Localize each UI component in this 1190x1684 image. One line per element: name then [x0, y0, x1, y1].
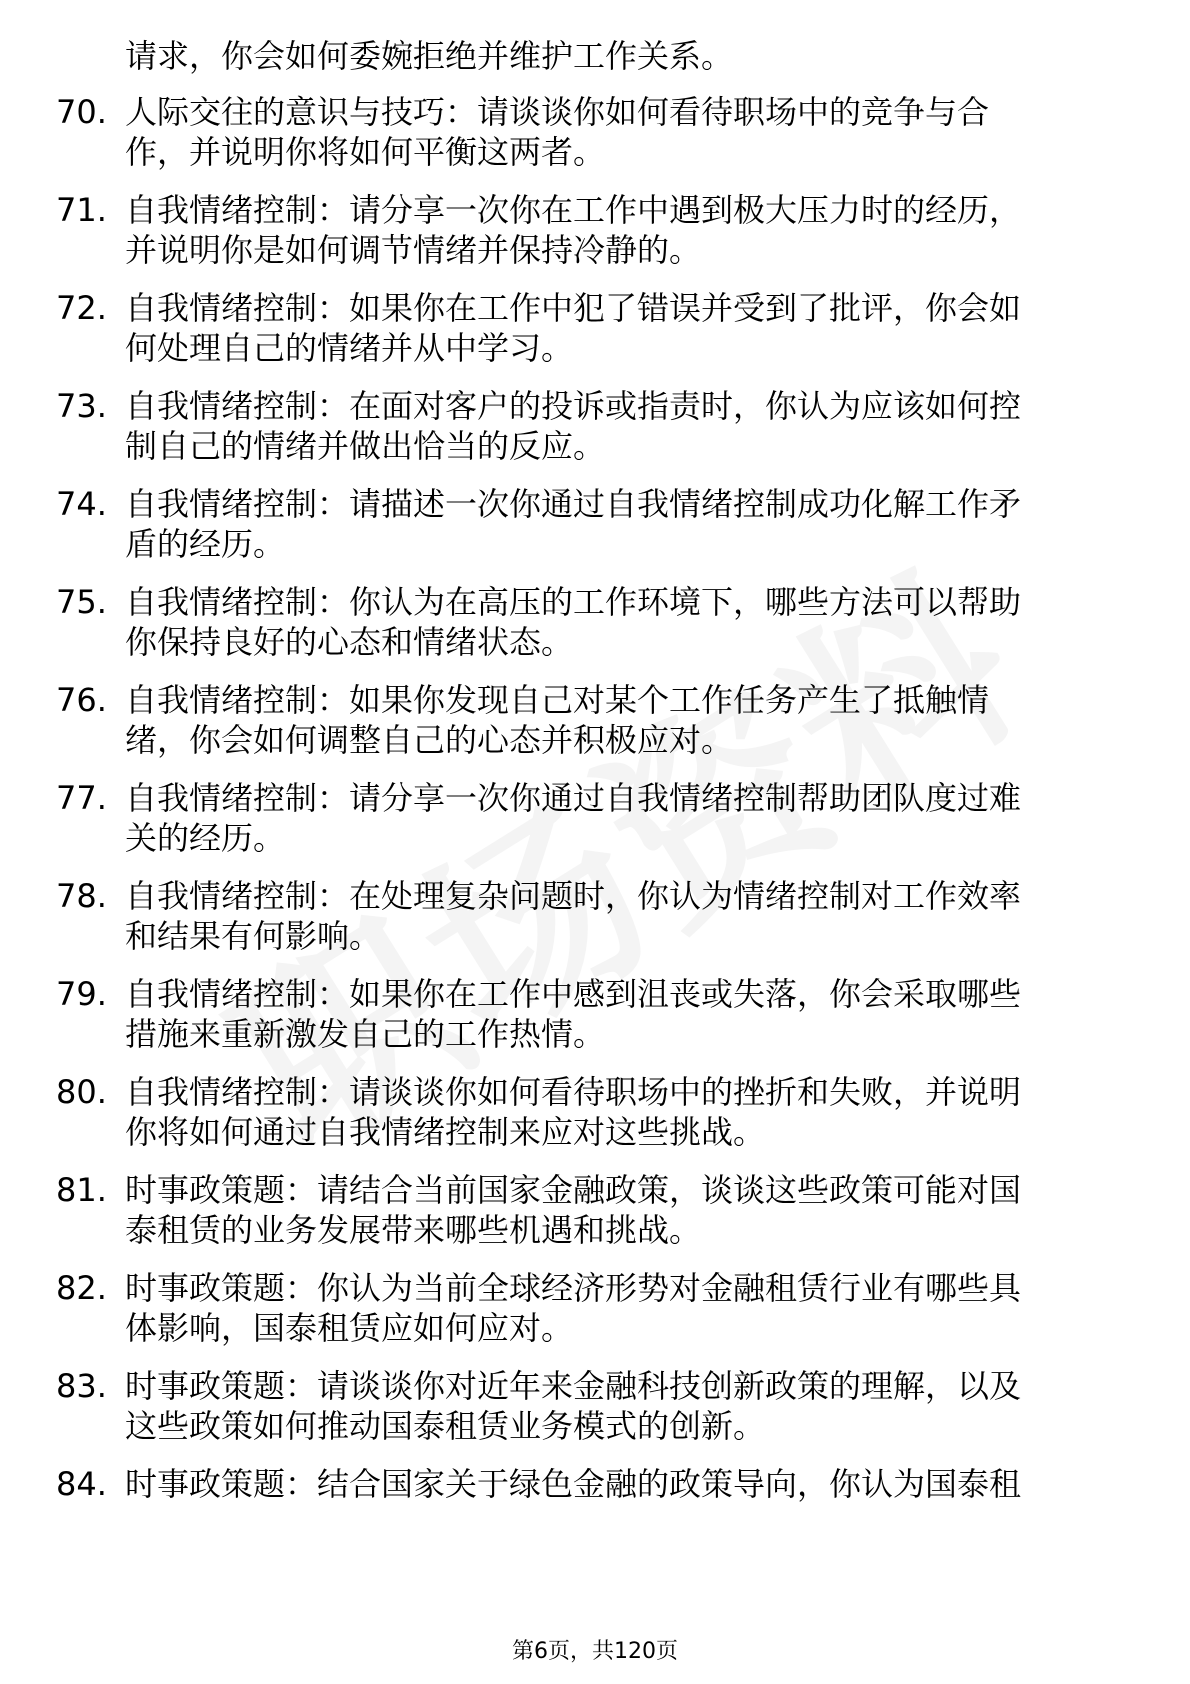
question-number: 76.: [56, 681, 107, 719]
question-text: 自我情绪控制：在面对客户的投诉或指责时，你认为应该如何控 制自己的情绪并做出恰当的反应。: [125, 387, 1022, 465]
question-text: 时事政策题：请谈谈你对近年来金融科技创新政策的理解，以及 这些政策如何推动国泰租赁业务模式的创新。: [125, 1367, 1022, 1445]
question-number: 77.: [56, 779, 107, 817]
question-item: [0, 92, 1190, 172]
question-text: 自我情绪控制：在处理复杂问题时，你认为情绪控制对工作效率 和结果有何影响。: [125, 877, 1022, 955]
question-number: 82.: [56, 1269, 107, 1307]
question-text: 自我情绪控制：如果你发现自己对某个工作任务产生了抵触情 绪，你会如何调整自己的心态并积极应对。: [125, 681, 990, 759]
question-text: 时事政策题：你认为当前全球经济形势对金融租赁行业有哪些具 体影响，国泰租赁应如何应对。: [125, 1269, 1022, 1347]
question-item: [0, 1170, 1190, 1250]
question-number: 74.: [56, 485, 107, 523]
question-item: [0, 1366, 1190, 1446]
question-text: 人际交往的意识与技巧：请谈谈你如何看待职场中的竞争与合 作，并说明你将如何平衡这两者。: [125, 93, 990, 171]
question-item: [0, 582, 1190, 662]
question-text: 时事政策题：请结合当前国家金融政策，谈谈这些政策可能对国 泰租赁的业务发展带来哪些机遇和挑战。: [125, 1171, 1022, 1249]
question-list: [0, 92, 1190, 1504]
question-item: [0, 876, 1190, 956]
question-number: 73.: [56, 387, 107, 425]
question-text: 自我情绪控制：如果你在工作中犯了错误并受到了批评，你会如 何处理自己的情绪并从中学习。: [125, 289, 1022, 367]
question-number: 72.: [56, 289, 107, 327]
question-item: [0, 974, 1190, 1054]
question-text: 自我情绪控制：请分享一次你在工作中遇到极大压力时的经历， 并说明你是如何调节情绪并保持冷静的。: [125, 191, 1022, 269]
question-content: [0, 36, 1190, 1522]
question-number: 70.: [56, 93, 107, 131]
question-text: 自我情绪控制：你认为在高压的工作环境下，哪些方法可以帮助 你保持良好的心态和情绪状态。: [125, 583, 1022, 661]
question-number: 84.: [56, 1465, 107, 1503]
question-item: [0, 1072, 1190, 1152]
question-number: 71.: [56, 191, 107, 229]
question-number: 79.: [56, 975, 107, 1013]
question-item: [0, 778, 1190, 858]
question-item: [0, 680, 1190, 760]
question-item: [0, 190, 1190, 270]
question-text: 自我情绪控制：请分享一次你通过自我情绪控制帮助团队度过难 关的经历。: [125, 779, 1022, 857]
question-number: 75.: [56, 583, 107, 621]
question-item: [0, 386, 1190, 466]
question-text: 时事政策题：结合国家关于绿色金融的政策导向，你认为国泰租: [125, 1465, 1022, 1503]
question-number: 78.: [56, 877, 107, 915]
question-item: [0, 288, 1190, 368]
question-number: 81.: [56, 1171, 107, 1209]
question-item: [0, 1464, 1190, 1504]
question-text: 自我情绪控制：请谈谈你如何看待职场中的挫折和失败，并说明 你将如何通过自我情绪控制来应对这些挑战。: [125, 1073, 1022, 1151]
question-number: 83.: [56, 1367, 107, 1405]
continued-question-text: 请求，你会如何委婉拒绝并维护工作关系。: [125, 37, 734, 75]
question-text: 自我情绪控制：如果你在工作中感到沮丧或失落，你会采取哪些 措施来重新激发自己的工作热情。: [125, 975, 1022, 1053]
question-item: [0, 1268, 1190, 1348]
page-footer: 第6页，共120页: [512, 1639, 678, 1664]
question-item: [0, 484, 1190, 564]
question-number: 80.: [56, 1073, 107, 1111]
question-text: 自我情绪控制：请描述一次你通过自我情绪控制成功化解工作矛 盾的经历。: [125, 485, 1022, 563]
